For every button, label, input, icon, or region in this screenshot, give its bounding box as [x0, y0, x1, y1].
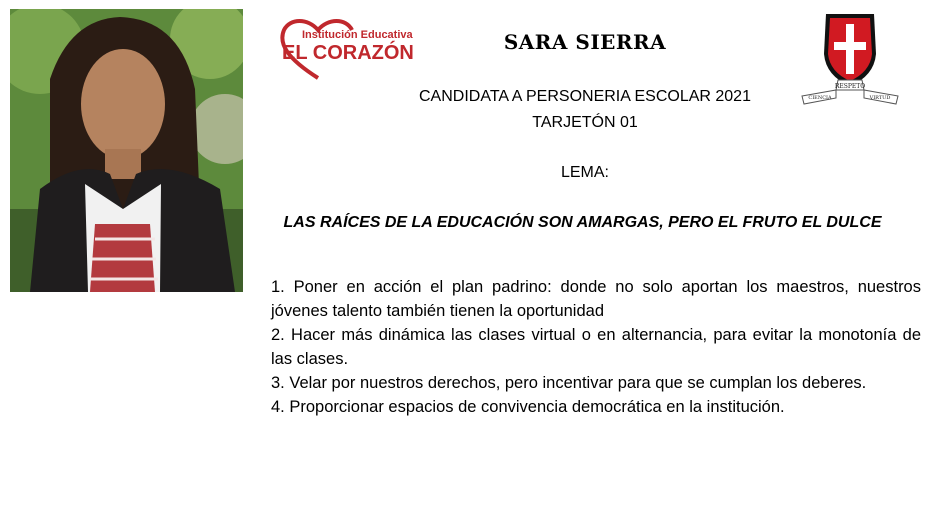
- school-logo: [278, 14, 438, 80]
- shield-ribbon-right: VIRTUD: [869, 95, 891, 101]
- candidacy-title: CANDIDATA A PERSONERIA ESCOLAR 2021: [419, 88, 751, 105]
- logo-big-text: EL CORAZÓN: [282, 42, 414, 64]
- proposal-item: 1. Poner en acción el plan padrino: donde no solo aportan los maestros, nuestros jóvenes talento también tienen la oportunidad: [271, 278, 921, 320]
- proposal-item: 2. Hacer más dinámica las clases virtual o en alternancia, para evitar la monotonía de las clases.: [271, 326, 921, 368]
- candidate-name: SARA SIERRA: [503, 30, 667, 54]
- motto-text: LAS RAÍCES DE LA EDUCACIÓN SON AMARGAS, PERO EL FRUTO EL DULCE: [283, 214, 882, 231]
- school-shield: [798, 10, 902, 108]
- logo-small-text: Institución Educativa: [302, 29, 413, 41]
- proposal-item: 4. Proporcionar espacios de convivencia democrática en la institución.: [271, 398, 785, 416]
- candidate-photo: [10, 9, 243, 292]
- shield-ribbon-center: RESPETO: [834, 83, 866, 90]
- shield-ribbon-left: CIENCIA: [808, 95, 832, 101]
- proposal-list: [271, 275, 921, 419]
- proposal-item: 3. Velar por nuestros derechos, pero incentivar para que se cumplan los deberes.: [271, 374, 867, 392]
- ballot-number: TARJETÓN 01: [532, 114, 638, 131]
- motto-label: LEMA:: [560, 164, 609, 181]
